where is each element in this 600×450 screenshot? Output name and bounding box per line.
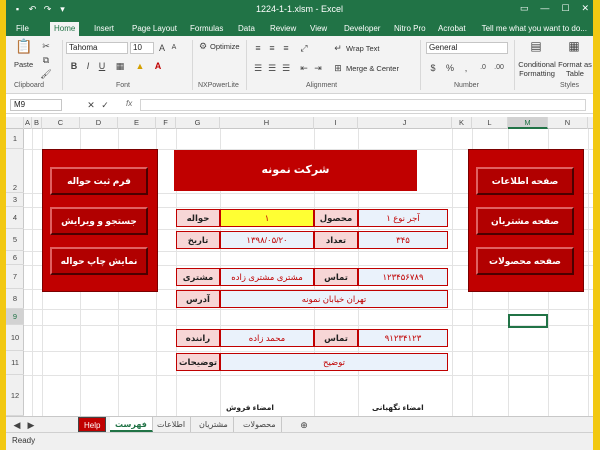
comma-icon[interactable]: ,: [464, 63, 468, 73]
percent-icon[interactable]: %: [445, 63, 454, 73]
format-as-table-icon[interactable]: ▦: [568, 39, 580, 53]
column-header-d[interactable]: D: [80, 117, 118, 129]
sales-signature-label: امضاء فروش: [226, 403, 274, 412]
tell-me-box[interactable]: Tell me what you want to do...: [481, 24, 587, 33]
scroll-left-icon[interactable]: ◀: [13, 420, 21, 430]
gridline: [24, 309, 593, 310]
separator: [420, 40, 421, 90]
customer-label: مشتری: [176, 268, 220, 286]
row-header-4[interactable]: 4: [6, 207, 24, 229]
increase-decimal-icon[interactable]: .0: [480, 64, 486, 71]
group-styles: Styles: [560, 82, 580, 89]
notes-label: توضیحات: [176, 353, 220, 371]
group-number: Number: [454, 82, 479, 89]
row-header-8[interactable]: 8: [6, 289, 24, 309]
column-headers: [6, 117, 593, 129]
maximize-icon[interactable]: ☐: [561, 3, 570, 13]
align-left-icon[interactable]: ☰: [253, 63, 263, 73]
optimize-label[interactable]: Optimize: [210, 42, 240, 51]
shrink-font-icon[interactable]: A: [171, 44, 177, 51]
decrease-indent-icon[interactable]: ⇤: [300, 63, 308, 73]
excel-window: [6, 0, 593, 450]
format-painter-icon[interactable]: 🖌: [40, 69, 52, 79]
row-header-9[interactable]: 9: [6, 309, 24, 325]
group-alignment: Alignment: [306, 82, 338, 89]
tab-nitro-pro[interactable]: Nitro Pro: [394, 24, 426, 33]
redo-icon[interactable]: ↷: [43, 4, 52, 14]
group-clipboard: Clipboard: [14, 82, 44, 89]
conditional-formatting-label[interactable]: Conditional Formatting: [518, 60, 556, 78]
title-bar: [6, 0, 593, 20]
customize-icon[interactable]: ▾: [60, 4, 65, 14]
merge-center-label[interactable]: Merge & Center: [346, 64, 399, 73]
wrap-text-label[interactable]: Wrap Text: [346, 44, 380, 53]
sheet-tab-bar: [6, 416, 593, 432]
wrap-text-icon[interactable]: ↵: [334, 43, 342, 53]
row-header-12[interactable]: 12: [6, 375, 24, 416]
driver-phone[interactable]: ۹۱۲۳۴۱۲۳: [358, 329, 448, 347]
driver-name[interactable]: محمد زاده: [220, 329, 314, 347]
save-icon[interactable]: ▪: [15, 4, 20, 14]
tab-data[interactable]: Data: [238, 24, 255, 33]
address-value[interactable]: تهران خیابان نمونه: [220, 290, 448, 308]
formula-input[interactable]: [140, 99, 586, 111]
align-middle-icon[interactable]: ≡: [269, 43, 275, 53]
tab-view[interactable]: View: [310, 24, 328, 33]
address-label: آدرس: [176, 290, 220, 308]
notes-value[interactable]: توضیح: [220, 353, 448, 371]
driver-label: راننده: [176, 329, 220, 347]
count-label: تعداد: [314, 231, 358, 249]
customer-phone[interactable]: ۱۲۳۴۵۶۷۸۹: [358, 268, 448, 286]
currency-icon[interactable]: $: [430, 63, 436, 73]
window-title: 1224-1-1.xlsm - Excel: [255, 4, 344, 14]
font-color-icon[interactable]: A: [154, 61, 162, 71]
tab-home[interactable]: Home: [50, 22, 79, 36]
optimize-icon[interactable]: ⚙: [198, 41, 208, 51]
fill-color-icon[interactable]: ▲: [135, 61, 145, 71]
column-header-e[interactable]: E: [118, 117, 156, 129]
close-icon[interactable]: ✕: [581, 3, 589, 13]
column-header-n[interactable]: N: [548, 117, 588, 129]
conditional-formatting-icon[interactable]: ▤: [530, 39, 542, 53]
column-header-j[interactable]: J: [358, 117, 452, 129]
row-header-7[interactable]: 7: [6, 265, 24, 289]
ribbon-options-icon[interactable]: ▭: [519, 3, 529, 13]
status-bar: [6, 432, 593, 450]
group-nxpowerlite: NXPowerLite: [198, 82, 239, 89]
row-header-3[interactable]: 3: [6, 193, 24, 207]
product-label: محصول: [314, 209, 358, 227]
date-label: تاریخ: [176, 231, 220, 249]
increase-indent-icon[interactable]: ⇥: [314, 63, 322, 73]
align-right-icon[interactable]: ☰: [281, 63, 291, 73]
group-font: Font: [116, 82, 131, 89]
customer-contact-label: تماس: [314, 268, 358, 286]
scroll-right-icon[interactable]: ▶: [27, 420, 35, 430]
align-center-icon[interactable]: ☰: [267, 63, 277, 73]
selected-cell[interactable]: [508, 314, 548, 328]
gridline: [588, 129, 589, 416]
column-header-k[interactable]: K: [452, 117, 472, 129]
cancel-icon[interactable]: ✕: [87, 100, 95, 110]
sheet-tab-index[interactable]: فهرست: [110, 417, 153, 432]
ribbon: [6, 36, 593, 94]
column-header-l[interactable]: L: [472, 117, 508, 129]
products-page-button[interactable]: صفحه محصولات: [476, 247, 574, 275]
cut-icon[interactable]: ✂: [42, 41, 50, 51]
decrease-decimal-icon[interactable]: .00: [494, 64, 504, 71]
paste-label[interactable]: Paste: [14, 60, 34, 69]
sheet-tab-products[interactable]: محصولات: [238, 417, 282, 432]
minimize-icon[interactable]: —: [540, 3, 550, 13]
hawaleh-value[interactable]: ۱: [220, 209, 314, 227]
tab-developer[interactable]: Developer: [344, 24, 381, 33]
tab-formulas[interactable]: Formulas: [190, 24, 224, 33]
row-header-1[interactable]: 1: [6, 129, 24, 149]
company-title: شرکت نمونه: [174, 150, 417, 191]
italic-icon[interactable]: I: [86, 61, 90, 71]
hawaleh-label: حواله: [176, 209, 220, 227]
grow-font-icon[interactable]: A: [158, 43, 165, 53]
ribbon-tabs: [6, 20, 593, 36]
new-sheet-icon[interactable]: ⊕: [300, 420, 308, 430]
tab-acrobat[interactable]: Acrobat: [438, 24, 466, 33]
sheet-tab-customers[interactable]: مشتریان: [194, 417, 234, 432]
driver-contact-label: تماس: [314, 329, 358, 347]
info-page-button[interactable]: صفحه اطلاعات: [476, 167, 574, 195]
column-header-f[interactable]: F: [156, 117, 176, 129]
gridline: [32, 129, 33, 416]
tab-page-layout[interactable]: Page Layout: [132, 24, 177, 33]
bold-icon[interactable]: B: [70, 61, 78, 71]
merge-center-icon[interactable]: ⊞: [334, 63, 342, 73]
undo-icon[interactable]: ↶: [28, 4, 37, 14]
column-header-h[interactable]: H: [220, 117, 314, 129]
row-headers: [6, 129, 24, 416]
column-header-c[interactable]: C: [42, 117, 80, 129]
gridline: [24, 351, 593, 352]
tab-insert[interactable]: Insert: [94, 24, 115, 33]
align-top-icon[interactable]: ≡: [255, 43, 261, 53]
product-value[interactable]: آجر نوع ۱: [358, 209, 448, 227]
row-header-11[interactable]: 11: [6, 351, 24, 375]
enter-icon[interactable]: ✓: [101, 100, 109, 110]
font-name-box[interactable]: Tahoma: [66, 42, 128, 54]
column-header-b[interactable]: B: [32, 117, 42, 129]
sheet-tab-info[interactable]: اطلاعات: [152, 417, 191, 432]
sheet-tab-help[interactable]: Help: [78, 417, 106, 432]
search-edit-button[interactable]: جستجو و ویرایش: [50, 207, 148, 235]
copy-icon[interactable]: ⧉: [42, 55, 50, 65]
row-header-5[interactable]: 5: [6, 229, 24, 251]
separator: [62, 40, 63, 90]
window-controls: [520, 3, 589, 14]
separator: [514, 40, 515, 90]
separator: [192, 40, 193, 90]
number-format-box[interactable]: General: [426, 42, 508, 54]
underline-icon[interactable]: U: [98, 61, 106, 71]
gridline: [24, 375, 593, 376]
column-header-g[interactable]: G: [176, 117, 220, 129]
tab-review[interactable]: Review: [270, 24, 297, 33]
row-header-10[interactable]: 10: [6, 325, 24, 351]
paste-icon[interactable]: 📋: [15, 38, 33, 54]
customers-page-button[interactable]: صفحه مشتریان: [476, 207, 574, 235]
row-header-6[interactable]: 6: [6, 251, 24, 265]
align-bottom-icon[interactable]: ≡: [283, 43, 289, 53]
row-header-2[interactable]: 2: [6, 149, 24, 193]
status-text: Ready: [12, 436, 36, 445]
worksheet[interactable]: [24, 129, 593, 416]
font-size-box[interactable]: 10: [130, 42, 154, 54]
gridline: [452, 129, 453, 416]
column-header-a[interactable]: A: [24, 118, 30, 127]
register-hawaleh-button[interactable]: فرم ثبت حواله: [50, 167, 148, 195]
tab-file[interactable]: File: [16, 24, 29, 33]
fx-label[interactable]: fx: [126, 99, 133, 108]
guard-signature-label: امضاء نگهبانی: [372, 403, 424, 412]
print-preview-button[interactable]: نمایش چاپ حواله: [50, 247, 148, 275]
borders-icon[interactable]: ▦: [115, 61, 125, 71]
orientation-icon[interactable]: ⤢: [300, 43, 308, 53]
count-value[interactable]: ۳۴۵: [358, 231, 448, 249]
date-value[interactable]: ۱۳۹۸/۰۵/۲۰: [220, 231, 314, 249]
separator: [246, 40, 247, 90]
select-all-corner[interactable]: [6, 117, 24, 129]
format-as-table-label[interactable]: Format as Table: [558, 60, 592, 78]
name-box[interactable]: M9: [10, 99, 62, 111]
formula-bar: [6, 96, 593, 114]
column-header-m[interactable]: M: [508, 117, 548, 129]
column-header-i[interactable]: I: [314, 117, 358, 129]
customer-name[interactable]: مشتری مشتری زاده: [220, 268, 314, 286]
